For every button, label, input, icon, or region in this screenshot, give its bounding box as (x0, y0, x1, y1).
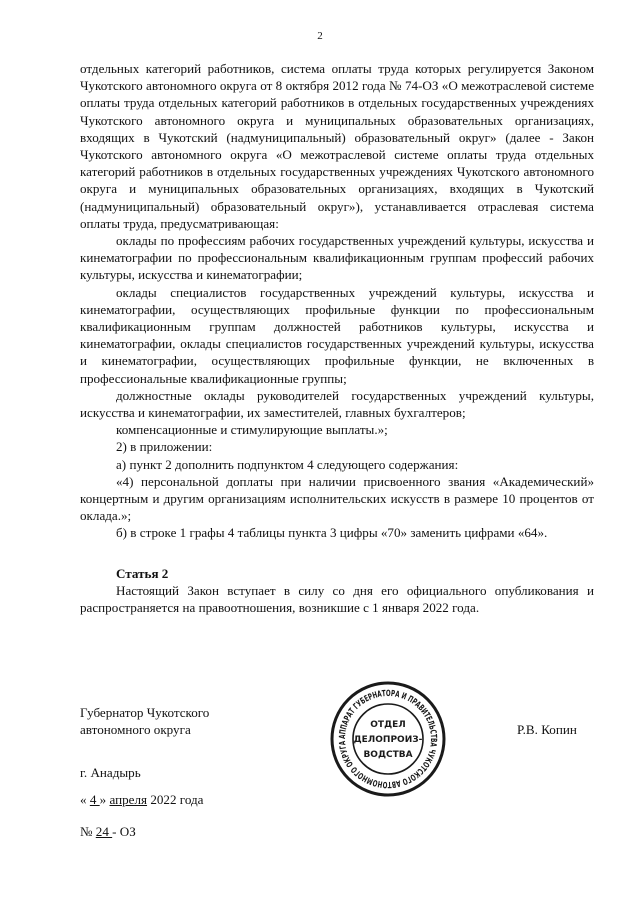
list-item: компенсационные и стимулирующие выплаты.»; (116, 422, 388, 438)
article-text: Настоящий Закон вступает в силу со дня его официального опубликования и распространяется на правоотношения, возникшие с 1 января 2022 года. (80, 582, 594, 616)
list-item: «4) персональной доплаты при наличии присвоенного звания «Академический» концертным и другим организациям исполнительских искусств в размере 10 процентов от оклада.»; (80, 473, 594, 524)
intro-paragraph: отдельных категорий работников, система оплаты труда которых регулируется Законом Чукотского автономного округа от 8 октября 2012 года № 74-ОЗ «О межотраслевой системе оплаты труда отдельных категорий работников в отдельных государственных учреждениях Чукотского автономного округа и муниципальных образовательных организациях, входящих в Чукотский (надмуниципальный) образовательный округ» (далее - Закон Чукотского автономного округа «О межотраслевой системе оплаты труда отдельных категорий работников в отдельных государственных учреждениях Чукотского автономного округа и муниципальных образовательных организациях, входящих в Чукотский (надмуниципальный) образовательный округ»), устанавливается отраслевая система оплаты труда, предусматривающая: (80, 61, 594, 231)
governor-line: Губернатор Чукотского (80, 705, 210, 720)
date-quote-open: « (80, 792, 87, 807)
list-item: 2) в приложении: (116, 439, 213, 455)
date-day: 4 (89, 792, 100, 807)
stamp-center-line: ВОДСТВА (363, 750, 413, 760)
list-item: а) пункт 2 дополнить подпунктом 4 следующего содержания: (116, 456, 459, 472)
list-item: оклады по профессиям рабочих государственных учреждений культуры, искусства и кинематографии по профессиональным квалификационным группам профессий рабочих культуры, искусства и кинематографии; (80, 233, 594, 283)
governor-title (80, 704, 209, 738)
list-item: оклады специалистов государственных учреждений культуры, искусства и кинематографии, осуществляющих профильные функции по профессиональным квалификационным группам должностей работников культуры, искусства и кинематографии, оклады специалистов государственных учреждений культуры, искусства и кинематографии, осуществляющих профильные функции, не включенных в профессиональные квалификационные группы; (80, 284, 594, 386)
date-year: 2022 года (150, 792, 204, 807)
stamp-center-line: ОТДЕЛ (370, 720, 406, 730)
date-quote-close: » (99, 792, 107, 807)
number-value: 24 (95, 824, 113, 839)
article-title: Статья 2 (116, 565, 169, 581)
list-item: должностные оклады руководителей государственных учреждений культуры, искусства и кинематографии, их заместителей, главных бухгалтеров; (80, 387, 594, 421)
date-month: апреля (109, 792, 148, 807)
law-number (80, 823, 136, 840)
document-body (80, 60, 594, 616)
city: г. Анадырь (80, 765, 141, 780)
number-suffix: - ОЗ (112, 824, 136, 839)
official-stamp (329, 680, 447, 798)
stamp-ring-textpath: АППАРАТ ГУБЕРНАТОРА И ПРАВИТЕЛЬСТВА ЧУКОТСКОГО АВТОНОМНОГО ОКРУГА (337, 688, 439, 790)
list-item: б) в строке 1 графы 4 таблицы пункта 3 цифры «70» заменить цифрами «64». (116, 525, 548, 541)
number-prefix: № (80, 824, 93, 839)
page-number: 2 (317, 30, 323, 42)
signatory-name: Р.В. Копин (517, 722, 577, 737)
signing-date (80, 791, 203, 808)
governor-line: автономного округа (80, 722, 191, 738)
stamp-center-line: ДЕЛОПРОИЗ- (353, 735, 423, 745)
